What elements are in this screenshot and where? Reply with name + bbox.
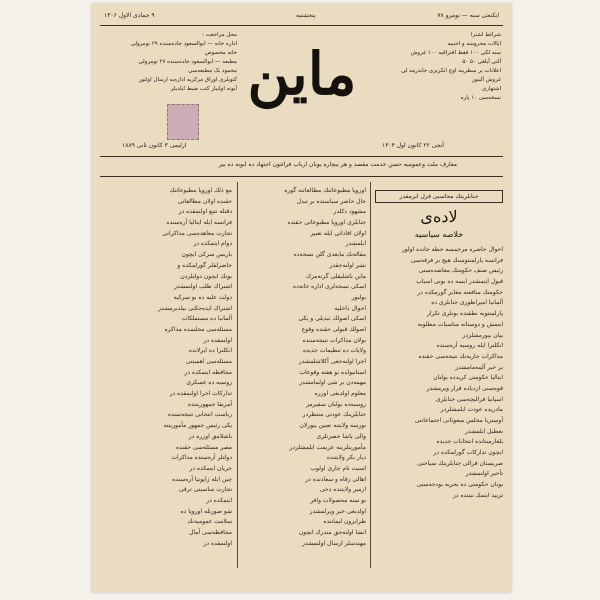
contact-line: محل مراجعت :	[202, 32, 237, 38]
contact-line: خانه مخصوص	[204, 50, 237, 56]
article-line: بورسه ولایتنه تعیین بیورلان	[299, 422, 366, 430]
article-line: دقتله تتبع اولنمقده در	[178, 208, 232, 216]
article-line: محافظه ایتمكده در	[184, 368, 232, 376]
day-label: پنجشنبه	[296, 12, 316, 19]
article-line: اسپانیا قرالیچه‌سی جنابلری	[435, 395, 503, 403]
issue-date: ۹ جمادی الاول ۱۳۰۶	[104, 12, 155, 19]
article-line: دولت علیه ده بو سرکیه	[173, 293, 232, 301]
article-line: مسئله‌سی اهمیتنی	[185, 358, 232, 365]
article-line: جریان ایتمكده در	[189, 464, 232, 472]
article-line: دوام ایتمكده در	[193, 240, 232, 248]
article-line: باریس سرکی ایچون	[181, 251, 232, 259]
date-line-left: ازلیمی ۳ کانون ثانی ۱۸۸۹	[122, 142, 187, 149]
article-line: مسئله‌سی مجلسده مذاکره	[164, 325, 232, 333]
article-line: مهمه‌دن بر شی اولمامشدر	[299, 379, 366, 387]
article-line: آوستریا مجلس مبعوثانی اجتماعاتنی	[414, 417, 503, 424]
contact-line: محمود بک مطبعه‌سی	[188, 68, 237, 74]
terms-line: اعلانات بر سطرینه اوچ انکریزی جاندرمه لی	[401, 68, 501, 74]
terms-line: آلتی آیلغی ۵۰ ۵۰	[462, 59, 501, 65]
article-line: تدارکات اجرا اولنمقده در	[169, 390, 232, 398]
article-line: اجرا اولنه‌جغی آکلاشلمشدر	[298, 358, 366, 365]
article-line: اسكی اصولك تبدیلی و یکی	[298, 315, 366, 323]
article-line: مهندسلر ارسال اولنمشدر	[302, 539, 366, 547]
revenue-stamp	[167, 104, 199, 140]
terms-line: نسخه‌سی ۱۰ پاره	[460, 95, 501, 101]
subtitle-line: معارف ملت وعمومیه حسن خدمت مقصد و هر بیچاره یوبان ارباب قرائتون اجتهاد ده آبونه ده بیز	[218, 161, 457, 168]
article-line: نشر اولنه‌جقدر	[329, 261, 366, 269]
left-column	[104, 186, 232, 549]
contact-line: کتوبلری اوراق مرکزیه اداره‌یه ارسال اولنور	[138, 77, 237, 83]
article-line: اشتراك ایده‌جکنی بیلدیرمشدر	[158, 304, 232, 312]
contact-line: اداره خانه — ابوالسعود جاده‌سنده ۲۹ نومرولی	[130, 41, 237, 47]
article-line: تجارت معاهده‌سی مذاکراتی	[162, 229, 232, 237]
article-line: تأخیر اولنمشدر	[465, 470, 503, 478]
article-line: بیان بیورمشلردر	[462, 331, 503, 339]
article-line: مذاکرات جاریه‌نك نتیجه‌سی حقنده	[418, 352, 503, 360]
article-line: امنیت تام جاری اولوب	[310, 464, 366, 472]
article-line: اولان افاداتی ایله تعبیر	[310, 229, 366, 237]
article-line: روسیه ده عسکری	[186, 379, 232, 387]
article-line: آلمانیا ده مستملکات	[181, 315, 232, 323]
article-line: انشا اولنه‌جق مندرك ایچون	[298, 529, 366, 536]
ornamental-heading: لاده‌ی	[420, 207, 458, 226]
article-line: انکلترا ده ایرلانده	[188, 347, 232, 355]
article-line: دولتلر آره‌سنده مذاکرات	[171, 454, 232, 462]
terms-line: اشتهاری	[482, 86, 501, 92]
article-line: اوروپا مطبوعاتنك مطالعاتنه گوره	[284, 187, 366, 194]
article-line: والی پاشا حضرتلری	[316, 432, 366, 440]
issue-number: ایکنجی سنه — نومرو ۷۸	[437, 12, 499, 19]
article-line: بولان مذاکرات نتیجه‌سنده	[302, 336, 366, 344]
article-line: صربستان قرالی جنابلرینك سیاحتی	[417, 459, 503, 467]
article-line: آلمانیا امپراطوری جنابلری ده	[431, 299, 503, 307]
article-line: ماین باشلیقلی گزته‌مزك	[306, 272, 366, 280]
article-line: اولنمقده در	[203, 539, 232, 547]
article-line: چین ایله ژاپونیا آره‌سنده	[172, 475, 232, 483]
article-line: ایچون تدارکات گورلمكده در	[433, 449, 503, 457]
article-line: باشلامق اوزره در	[188, 432, 232, 440]
contact-line: آبونه اولنیار کتب ضبط ایلدیلر	[170, 86, 237, 92]
article-line: ایتالیا حکومتی کریدده بولنان	[433, 374, 503, 382]
article-line: یونان حکومتی ده بحریه بودجه‌سنی	[416, 481, 503, 489]
subscription-terms	[383, 31, 501, 103]
article-line: سلامت عمومیه‌نك	[187, 518, 232, 526]
article-line: اصولك قبولی حقنده وقوع	[301, 325, 366, 333]
article-line: مأموریتلرینه عزیمت ایلمشلردر	[289, 443, 366, 451]
article-line: رئیس صنف حکومتك معاضده‌سنی	[418, 267, 503, 275]
top-rule	[100, 25, 503, 26]
article-line: فرانسه پارلمنتوسنك هیچ بر فرقه‌سی	[410, 256, 503, 264]
terms-line: شرائط اشترا	[470, 32, 501, 38]
article-line: ریاست انتخابی نتیجه‌سنده	[167, 411, 232, 419]
article-line: تعطیل ایلمشدر	[465, 427, 503, 435]
article-line: اولنمقده در	[203, 336, 232, 344]
article-line: شو صورتله اوروپا ده	[180, 507, 232, 515]
article-line: بولنور	[351, 293, 366, 301]
center-column	[242, 186, 366, 549]
article-line: اشتراك طلب اولنمشدر	[174, 283, 232, 291]
article-line: بو سنه محصولات وافر	[310, 496, 366, 504]
article-line: حال حاضر سیاستده بر تبدل	[296, 197, 366, 205]
article-line: روسیه‌ده بولنان سفیرمز	[306, 400, 366, 408]
article-line: استانبولده بو هفته وقوعات	[299, 368, 366, 376]
article-line: دیار بکر ولایتنده	[326, 454, 366, 462]
article-line: ولایات ده تنظیمات جدیده	[303, 347, 366, 355]
article-line: محافظه‌سی آمال	[189, 529, 232, 536]
newspaper-title: ماين	[247, 40, 357, 108]
article-line: قوه‌سنی ازدیاده قرار ویرمشدر	[426, 384, 503, 392]
article-line: حکومتك منافعنه مغایر گورمكده در	[417, 288, 503, 296]
article-line: ایلمشدر	[345, 240, 366, 248]
article-line: اسكی نسخه‌لری اداره خانه‌ده	[293, 283, 366, 291]
terms-line: غروش آلینور	[471, 77, 501, 83]
article-line: مع ذلك اوروپا مطبوعاتنك	[169, 187, 232, 194]
article-line: ایتمكده در	[206, 496, 232, 504]
article-line: احوال حاضره مرجمسه خطه جانده اولور	[401, 246, 503, 253]
right-column	[375, 186, 503, 502]
terms-line: سنه لکی ۱۰۰ فقط افتراقیه ۱۰۰ غروش	[410, 50, 501, 56]
article-line: مصر مسئله‌سی حقنده	[176, 443, 232, 451]
article-line: آمریقا جمهوریتنده	[187, 400, 232, 408]
contact-line: مطبعه — ابوالسعود جاده‌سنده ۲۷ نومرولی	[138, 59, 237, 65]
column-divider	[237, 182, 238, 568]
article-line: مادریده عودت ایلمشلردر	[440, 406, 503, 414]
article-line: جنابلرینك عودتی منتظردر	[302, 411, 366, 419]
masthead-rule	[100, 156, 503, 157]
article-line: فرانسه ایله ایتالیا آره‌سنده	[166, 219, 232, 227]
article-line: حقنده اولان مطالعاتی	[177, 197, 232, 205]
contact-info	[102, 31, 237, 94]
article-line: تزیید ایتمك نیتنده در	[453, 491, 503, 499]
article-line: احوال داخلیه	[334, 304, 366, 312]
article-line: یکی رئیس جمهور مأموریتنه	[163, 422, 232, 430]
article-line: بونك ایچون دولتلردن	[180, 272, 232, 280]
date-line-right: آنجی ۲۲ کانون اول ۱۳۰۴	[382, 142, 444, 149]
article-line: ازمیر ولایتنده دخی	[320, 486, 366, 494]
article-line: طرابزون لیماننده	[323, 518, 366, 526]
article-line: تجارت مناسبتی ترقی	[178, 486, 232, 494]
terms-line: ایالات محروسه و اجنبیه	[447, 41, 501, 47]
notice-box: جنابلرینك محاسبی قزل ایرمقدر	[375, 190, 503, 203]
section-heading: خلاصه سیاسیه	[414, 230, 464, 239]
subtitle-rule	[100, 176, 503, 177]
article-line: قبول ایتمشدر ایسه ده بونی اسباب	[416, 278, 503, 286]
article-line: اهالی رفاه و سعادتده در	[305, 475, 366, 483]
article-line: مقاله‌نك مابعدی گلن نسخه‌ده	[293, 251, 366, 259]
article-line: جنابلری اوروپا مطبوعاتی حقنده	[287, 219, 366, 227]
article-line: حاضرلقلر گورلمكده و	[177, 261, 232, 269]
article-line: معلوم اولدیغی اوزره	[314, 390, 366, 398]
article-line: مشهود دکلدر	[333, 208, 366, 216]
article-line: ایتمش و دوستانه مناسبات مطلوبه	[417, 320, 503, 328]
article-line: انکلترا ایله روسیه آره‌سنده	[436, 342, 503, 350]
newspaper-page	[92, 4, 511, 592]
article-line: بر خبر آلینه‌مامشدر	[455, 363, 503, 371]
article-line: اولدیغی خبر ویرلمشدر	[309, 507, 366, 515]
article-line: پارلمنتویه نطقنده بونلری تکرار	[426, 310, 503, 318]
article-line: بلغارستانده انتخابات جدیده	[436, 438, 503, 446]
column-divider	[370, 182, 371, 568]
